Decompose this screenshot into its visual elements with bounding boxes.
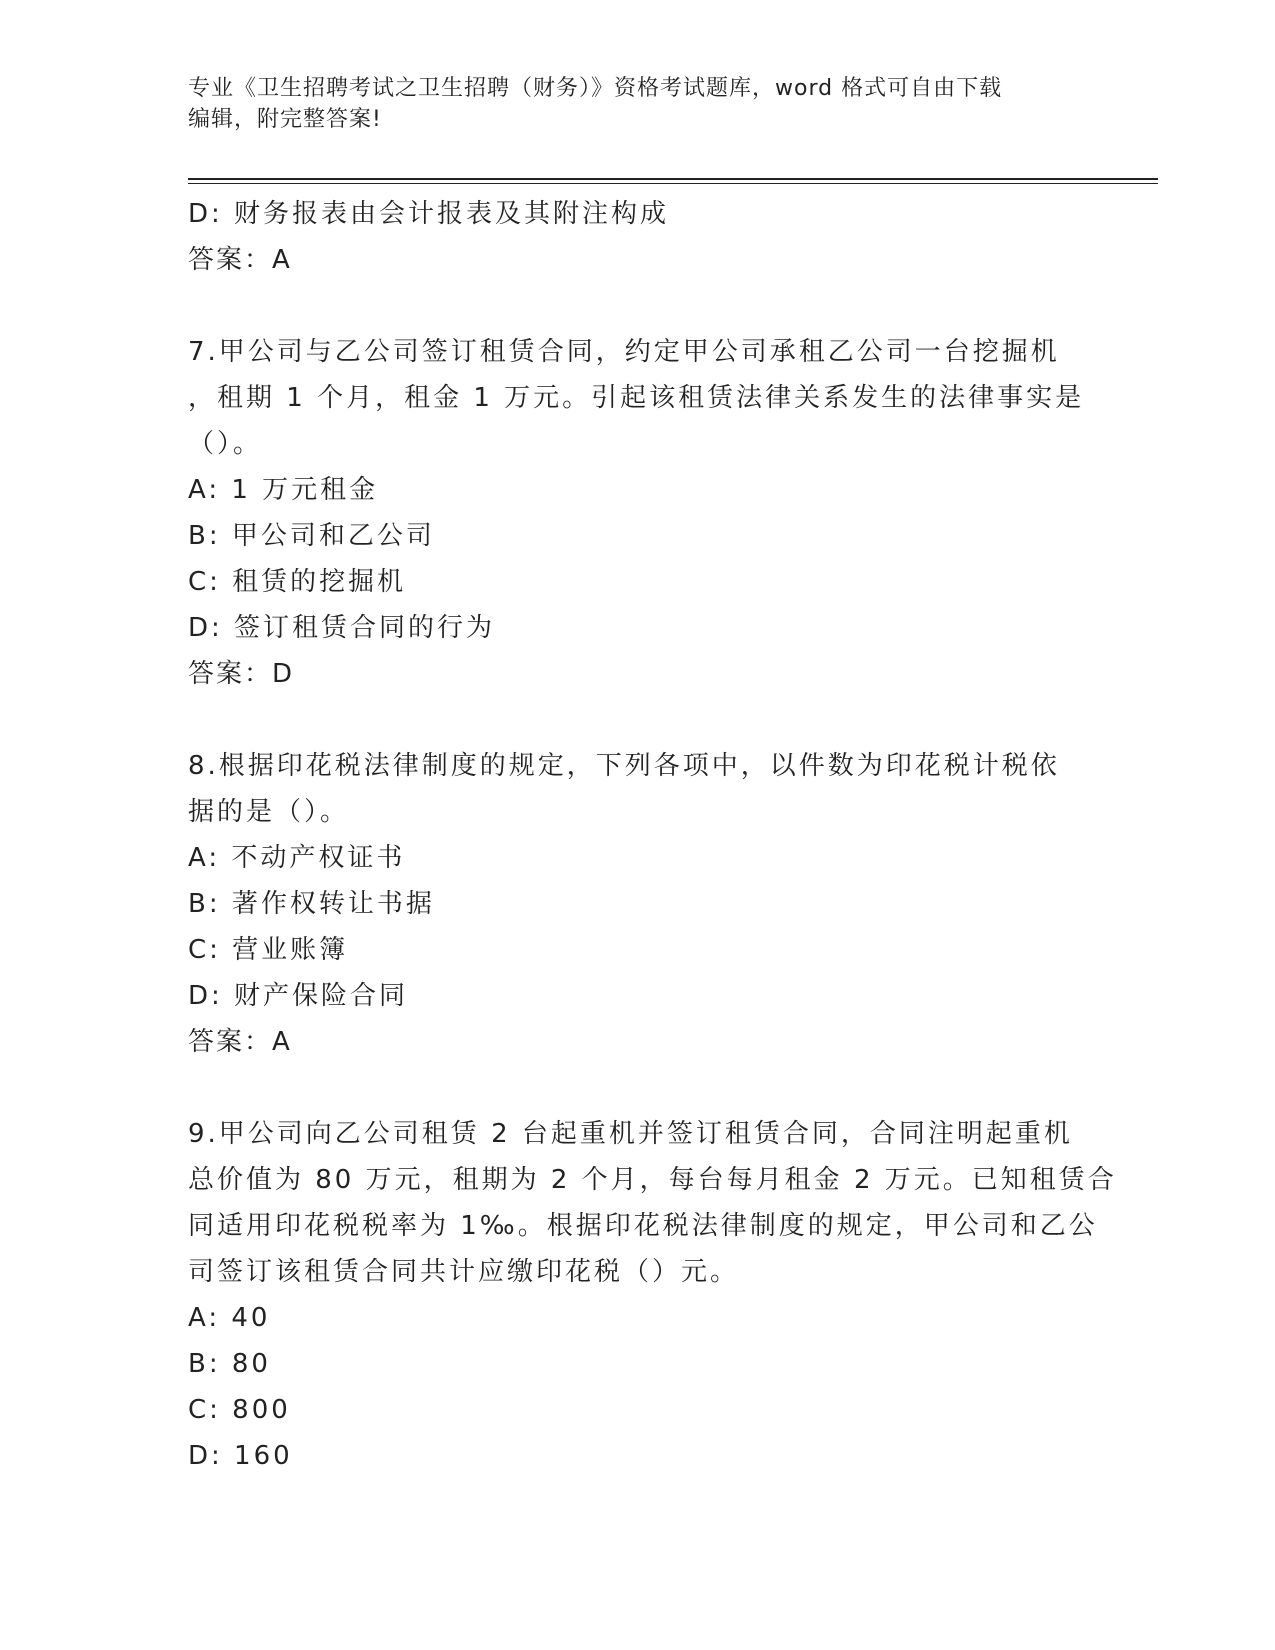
spacer (188, 697, 1088, 743)
option-a: A: 不动产权证书 (188, 843, 406, 873)
option-b: B: 80 (188, 1349, 271, 1379)
option-a: A: 1 万元租金 (188, 475, 379, 505)
header-divider (188, 178, 1158, 180)
question-stem (188, 743, 1088, 835)
option-d: D: 财务报表由会计报表及其附注构成 (188, 199, 670, 229)
header-divider-thin (188, 183, 1158, 184)
page-header (188, 73, 1088, 135)
stem-line: 据的是（）。 (188, 797, 350, 827)
header-line-2: 编辑，附完整答案! (188, 107, 382, 132)
option-d: D: 签订租赁合同的行为 (188, 613, 496, 643)
question-stem (188, 329, 1088, 467)
header-line-1: 专业《卫生招聘考试之卫生招聘（财务）》资格考试题库，word 格式可自由下载 (188, 76, 1003, 101)
stem-line: 同适用印花税税率为 1‰。根据印花税法律制度的规定，甲公司和乙公 (188, 1211, 1098, 1241)
option-d: D: 财产保险合同 (188, 981, 409, 1011)
stem-line: 司签订该租赁合同共计应缴印花税（）元。 (188, 1257, 740, 1287)
option-d: D: 160 (188, 1441, 293, 1471)
document-body (188, 191, 1117, 1479)
stem-line: ，租期 1 个月，租金 1 万元。引起该租赁法律关系发生的法律事实是 (188, 383, 1085, 413)
option-c: C: 800 (188, 1395, 291, 1425)
question-stem (188, 1111, 1117, 1295)
answer-line: 答案：A (188, 245, 292, 275)
stem-line: 总价值为 80 万元，租期为 2 个月，每台每月租金 2 万元。已知租赁合 (188, 1165, 1117, 1195)
stem-line: 7.甲公司与乙公司签订租赁合同，约定甲公司承租乙公司一台挖掘机 (188, 337, 1060, 367)
option-c: C: 租赁的挖掘机 (188, 567, 407, 597)
stem-line: 9.甲公司向乙公司租赁 2 台起重机并签订租赁合同，合同注明起重机 (188, 1119, 1073, 1149)
question-9 (188, 1111, 1117, 1479)
spacer (188, 1065, 1088, 1111)
option-b: B: 著作权转让书据 (188, 889, 435, 919)
option-c: C: 营业账簿 (188, 935, 349, 965)
option-b: B: 甲公司和乙公司 (188, 521, 435, 551)
answer-line: 答案：A (188, 1027, 292, 1057)
stem-line: （）。 (188, 429, 263, 459)
question-7 (188, 329, 1088, 697)
question-8 (188, 743, 1088, 1065)
stem-line: 8.根据印花税法律制度的规定，下列各项中，以件数为印花税计税依 (188, 751, 1060, 781)
spacer (188, 283, 1088, 329)
answer-line: 答案：D (188, 659, 295, 689)
option-a: A: 40 (188, 1303, 271, 1333)
